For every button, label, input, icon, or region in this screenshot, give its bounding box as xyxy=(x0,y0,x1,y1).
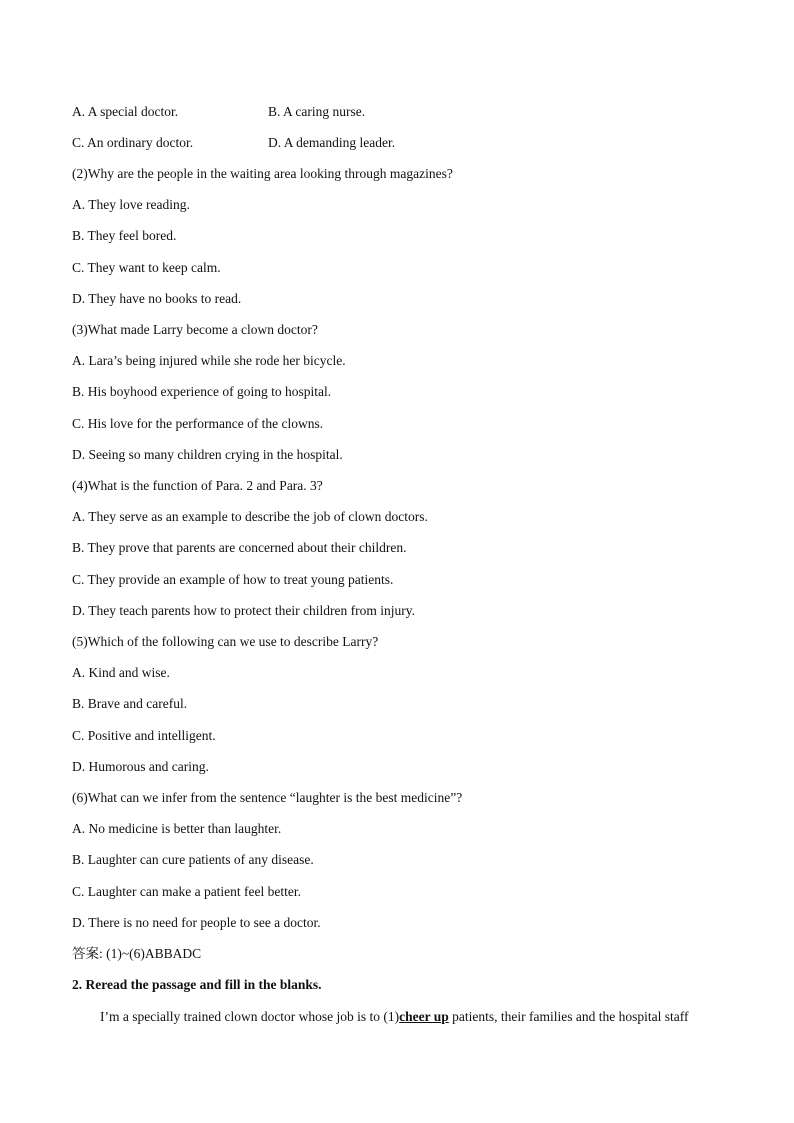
answer-option: A. No medicine is better than laughter. xyxy=(72,821,282,836)
answer-option: B. They feel bored. xyxy=(72,228,177,243)
q1-option-d: D. A demanding leader. xyxy=(268,135,396,150)
answer-option: C. His love for the performance of the clowns. xyxy=(72,416,324,431)
answer-option: A. They serve as an example to describe the job of clown doctors. xyxy=(72,509,428,524)
answer-option: D. They teach parents how to protect their children from injury. xyxy=(72,603,416,618)
answer-option: C. Laughter can make a patient feel better. xyxy=(72,884,302,899)
passage-text-after: patients, their families and the hospital staff xyxy=(448,1009,689,1024)
q1-option-a: A. A special doctor. xyxy=(72,104,179,119)
question-stem: (5)Which of the following can we use to describe Larry? xyxy=(72,634,379,649)
answer-option: A. Lara’s being injured while she rode her bicycle. xyxy=(72,353,346,368)
answer-option: C. They want to keep calm. xyxy=(72,260,221,275)
answer-option: B. Brave and careful. xyxy=(72,696,188,711)
answer-option: C. Positive and intelligent. xyxy=(72,728,216,743)
section-heading: 2. Reread the passage and fill in the blanks. xyxy=(72,977,322,992)
passage-text-before: I’m a specially trained clown doctor whose job is to (1) xyxy=(100,1009,400,1024)
question-stem: (3)What made Larry become a clown doctor? xyxy=(72,322,318,337)
answer-key: 答案: (1)~(6)ABBADC xyxy=(72,946,202,961)
answer-option: B. They prove that parents are concerned about their children. xyxy=(72,540,407,555)
question-stem: (6)What can we infer from the sentence “laughter is the best medicine”? xyxy=(72,790,463,805)
question-stem: (2)Why are the people in the waiting area looking through magazines? xyxy=(72,166,453,181)
answer-option: D. There is no need for people to see a doctor. xyxy=(72,915,321,930)
question-stem: (4)What is the function of Para. 2 and Para. 3? xyxy=(72,478,323,493)
q1-option-b: B. A caring nurse. xyxy=(268,104,366,119)
answer-option: A. They love reading. xyxy=(72,197,190,212)
answer-option: C. They provide an example of how to treat young patients. xyxy=(72,572,394,587)
answer-option: D. Seeing so many children crying in the hospital. xyxy=(72,447,343,462)
blank-answer: cheer up xyxy=(399,1009,449,1024)
q1-option-c: C. An ordinary doctor. xyxy=(72,135,194,150)
answer-option: D. Humorous and caring. xyxy=(72,759,209,774)
answer-option: D. They have no books to read. xyxy=(72,291,242,306)
passage-paragraph xyxy=(100,1008,689,1026)
answer-option: A. Kind and wise. xyxy=(72,665,170,680)
answer-option: B. His boyhood experience of going to hospital. xyxy=(72,384,332,399)
answer-option: B. Laughter can cure patients of any disease. xyxy=(72,852,314,867)
